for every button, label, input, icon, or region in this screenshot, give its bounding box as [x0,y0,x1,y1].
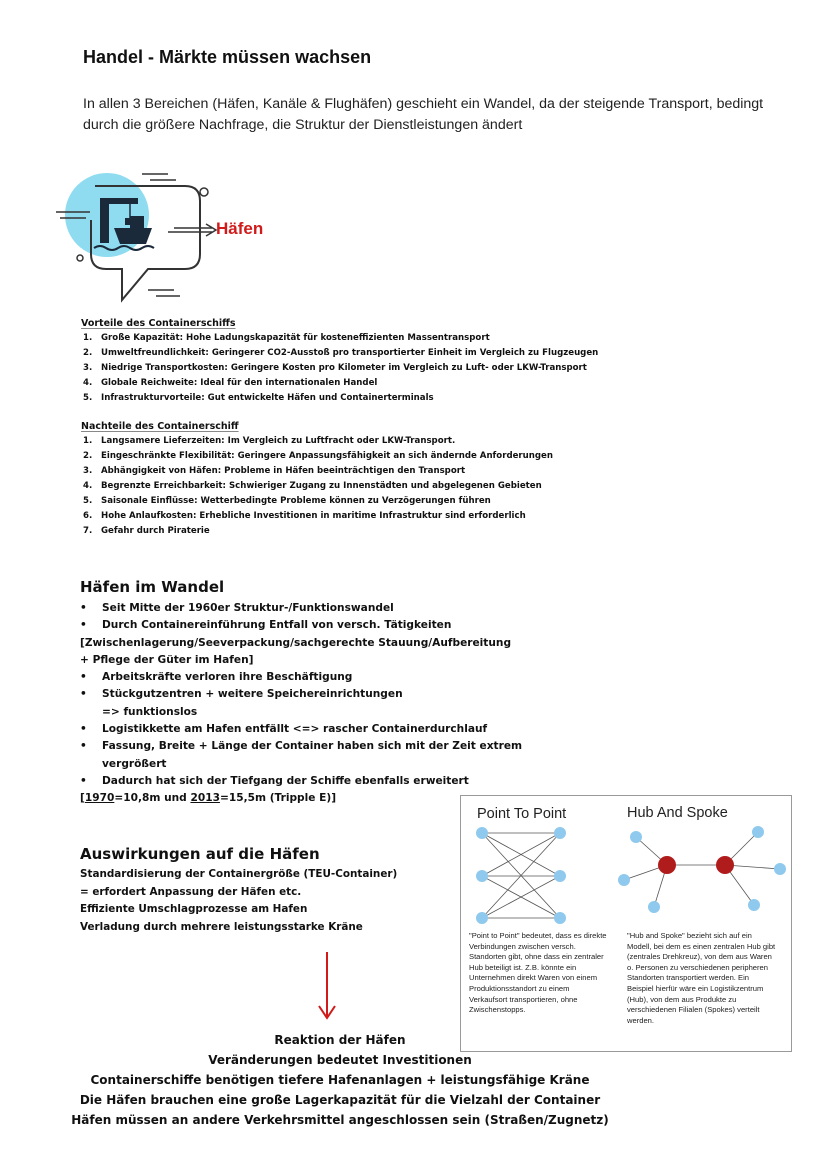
p2p-edges [482,833,560,918]
p2p-node [554,912,566,924]
network-graphic [461,824,791,929]
network-diagram [460,795,792,1052]
spoke-node [752,826,764,838]
list-item: 5. Infrastrukturvorteile: Gut entwickelte Häfen und Containerterminals [83,393,434,403]
spoke-node [630,831,642,843]
wandel-title: Häfen im Wandel [80,578,225,596]
arrow-down-icon [315,950,339,1022]
list-item: 5. Saisonale Einflüsse: Wetterbedingte Probleme können zu Verzögerungen führen [83,496,491,506]
auswirkungen-title: Auswirkungen auf die Häfen [80,845,320,863]
p2p-node [554,870,566,882]
nachteile-title: Nachteile des Containerschiff [81,421,239,432]
list-item: 1. Langsamere Lieferzeiten: Im Vergleich zu Luftfracht oder LKW-Transport. [83,436,456,446]
wandel-section: • Seit Mitte der 1960er Struktur-/Funktionswandel • Durch Containereinführung Entfall von versch. Tätigkeiten [Zwischenlagerung/Seeverpackung/sachgerechte Stauung/Aufbereitung + Pflege der Güter im Hafen] • Arbeitskräfte verloren ihre Beschäftigung • Stückgutzentren + weitere Speichereinrichtungen => funktionslos • Logistikkette am Hafen entfällt <=> rascher Containerdurchlauf • Fassung, Breite + Länge der Container haben sich mit der Zeit extrem vergrößert • Dadurch hat sich der Tiefgang der Schiffe ebenfalls erweitert [1970=10,8m und 2013=15,5m (Tripple E)] [80,602,523,805]
hub-node [658,856,676,874]
harbor-icon [50,160,220,310]
list-item: 3. Abhängigkeit von Häfen: Probleme in Häfen beeinträchtigen den Transport [83,466,466,476]
p2p-title: Point To Point [477,806,567,822]
list-item: 2. Eingeschränkte Flexibilität: Geringere Anpassungsfähigkeit an sich ändernde Anforderungen [83,451,553,461]
p2p-description: "Point to Point" bedeutet, dass es direkte Verbindungen zwischen versch. Standorten gibt, ohne dass ein zentraler Hub beteiligt ist. Z.B. könnte ein Unternehmen direkt Waren von einem Produktionsstandort zu einem Verkaufsort transportieren, ohne Zwischenstopps. [469,931,607,1015]
list-item: 1. Große Kapazität: Hohe Ladungskapazität für kosteneffizienten Massentransport [83,333,490,343]
reaktion-block: Reaktion der Häfen Veränderungen bedeutet Investitionen Containerschiffe benötigen tiefere Hafenanlagen + leistungsfähige Kräne Die Häfen brauchen eine große Lagerkapazität für die Vielzahl der Container Häfen müssen an andere Verkehrsmittel angeschlossen sein (Straßen/Zugnetz) [71,1033,609,1127]
spoke-node [748,899,760,911]
nachteile-list [83,434,763,539]
spoke-node [648,901,660,913]
list-item: 4. Begrenzte Erreichbarkeit: Schwieriger Zugang zu Innenstädten und abgelegenen Gebieten [83,481,542,491]
p2p-node [476,912,488,924]
spoke-node [774,863,786,875]
hub-description: "Hub and Spoke" bezieht sich auf ein Modell, bei dem es einen zentralen Hub gibt (zentrales Drehkreuz), von dem aus Waren o. Personen zu verschiedenen peripheren Standorten transportiert werden. Ein Beispiel hierfür wäre ein Logistikzentrum (Hub), von dem aus Produkte zu verschiedenen Filialen (Spokes) verteilt werden. [627,931,776,1025]
auswirkungen-list: Standardisierung der Containergröße (TEU-Container) = erfordert Anpassung der Häfen etc. Effiziente Umschlagprozesse am Hafen Verladung durch mehrere leistungsstarke Kräne [80,868,398,933]
list-item: 2. Umweltfreundlichkeit: Geringerer CO2-Ausstoß pro transportierter Einheit im Vergleich zu Flugzeugen [83,348,599,358]
vorteile-list [83,331,763,406]
hafen-icon-label: Häfen [216,219,264,238]
list-item: 4. Globale Reichweite: Ideal für den internationalen Handel [83,378,378,388]
list-item: 7. Gefahr durch Piraterie [83,526,210,536]
p2p-node [476,870,488,882]
spoke-node [618,874,630,886]
hub-edges [624,832,780,907]
p2p-node [554,827,566,839]
list-item: 6. Hohe Anlaufkosten: Erhebliche Investitionen in maritime Infrastruktur sind erforderlich [83,511,526,521]
p2p-node [476,827,488,839]
hub-node [716,856,734,874]
hub-title: Hub And Spoke [627,805,728,821]
vorteile-title: Vorteile des Containerschiffs [81,318,236,329]
list-item: 3. Niedrige Transportkosten: Geringere Kosten pro Kilometer im Vergleich zu Luft- oder LKW-Transport [83,363,587,373]
intro-paragraph: In allen 3 Bereichen (Häfen, Kanäle & Flughäfen) geschieht ein Wandel, da der steigende Transport, bedingt durch die größere Nachfrage, die Struktur der Dienstleistungen ändert [83,96,764,133]
page-title: Handel - Märkte müssen wachsen [83,47,372,67]
